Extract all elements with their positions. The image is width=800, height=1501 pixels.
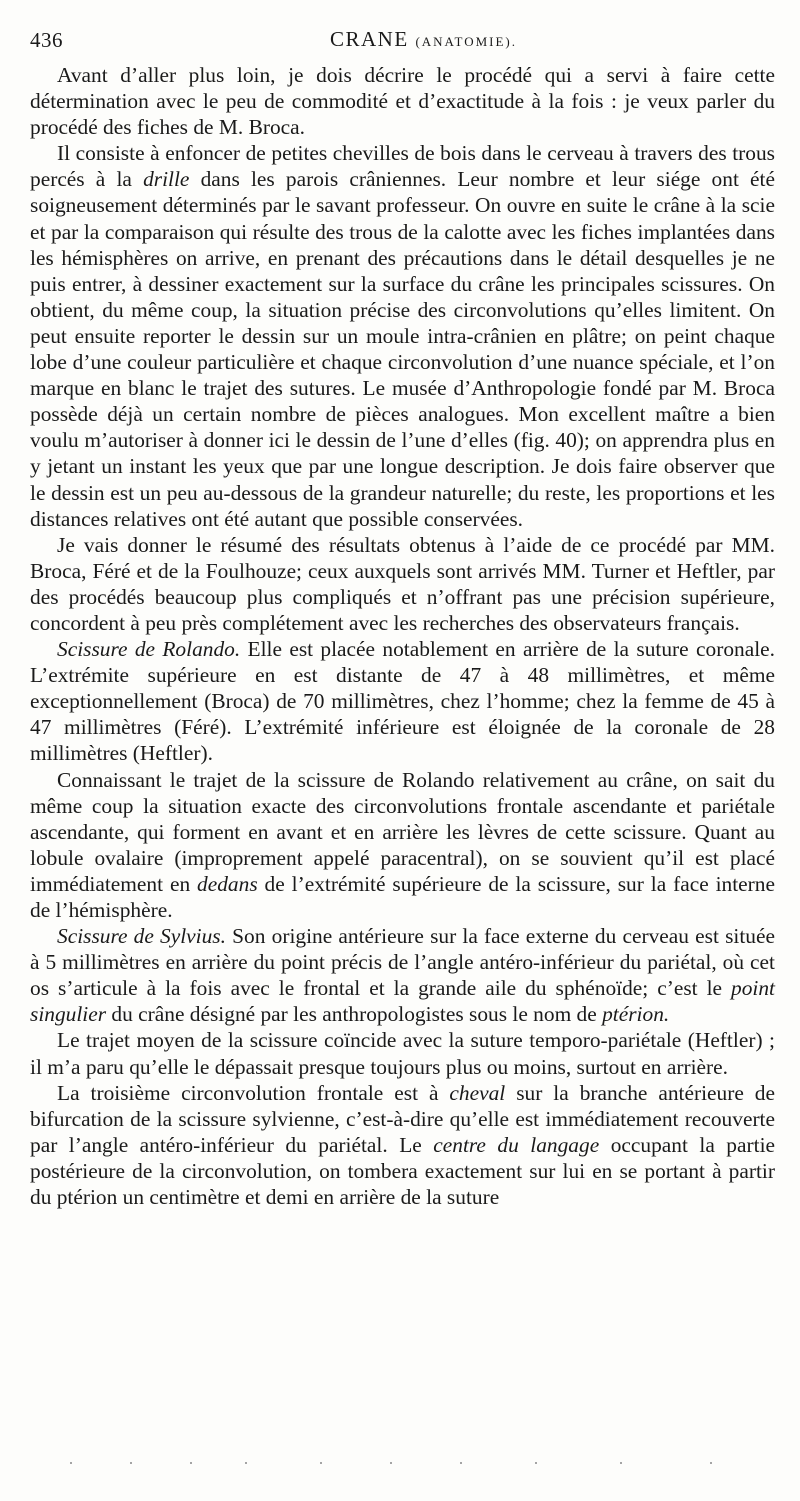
text-run: Connaissant le trajet de la scissure de Rolando relativement au crâne, on sait du même coup la situation exacte des circonvolutions frontale ascendante et pariétale ascendante, qui forment en avant et en arrière les lèvres de cette scissure. Quant au lobule ovalaire (improprement appelé paracentral), on se souvient qu’il est placé immédiatement en — [30, 767, 775, 896]
italic-run: cheval — [449, 1080, 506, 1105]
text-run: dans les parois crâniennes. Leur nombre et leur siége ont été soigneusement déterminés par le savant professeur. On ouvre en suite le crâne à la scie et par la comparaison qui résulte des trous de la calotte avec les fiches implantées dans les hémisphères on arrive, en prenant des précautions dans le détail desquelles je ne puis entrer, à dessiner exactement sur la surface du crâne les principales scissures. On obtient, du même coup, la situation précise des circonvolutions qu’elles limitent. On peut ensuite reporter le dessin sur un moule intra-crânien en plâtre; on peint chaque lobe d’une couleur particulière et chaque circonvolution d’une nuance spéciale, et l’on marque en blanc le trajet des sutures. Le musée d’Anthropologie fondé par M. Broca possède déjà un certain nombre de pièces analogues. Mon excellent maître a bien voulu m’autoriser à donner ici le dessin de l’une d’elles (fig. 40); on apprendra plus en y jetant un instant les yeux que par une longue description. Je dois faire observer que le dessin est un peu au-dessous de la grandeur naturelle; du reste, les proportions et les distances relatives ont été autant que possible conservées. — [30, 167, 775, 531]
italic-run: Scissure de Rolando. — [57, 637, 241, 662]
paragraph — [30, 923, 775, 1027]
italic-run: drille — [143, 167, 190, 192]
running-title — [330, 27, 517, 52]
paragraph — [30, 1027, 775, 1079]
text-run: sur la branche antérieure de bifurcation de la scissure sylvienne, c’est-à-dire qu’elle est immédiatement recouverte par l’angle antéro-inférieur du pariétal. Le — [30, 1080, 775, 1157]
italic-run: centre du langage — [433, 1132, 600, 1157]
paragraph — [30, 636, 775, 766]
text-run: Avant d’aller plus loin, je dois décrire le procédé qui a servi à faire cette détermination avec le peu de commodité et d’exactitude à la fois : je veux parler du procédé des fiches de M. Broca. — [30, 63, 775, 140]
text-run: Il consiste à enfoncer de petites chevilles de bois dans le cerveau à travers des trous percés à la — [30, 141, 775, 192]
text-run: du crâne désigné par les anthropologistes sous le nom de — [106, 1002, 603, 1027]
text-run: de l’extrémité supérieure de la scissure, sur la face interne de l’hémisphère. — [30, 871, 775, 922]
paragraph — [30, 767, 775, 924]
text-run: La troisième circonvolution frontale est à — [57, 1080, 450, 1105]
paragraph — [30, 1080, 775, 1210]
running-title-sub: (ANATOMIE). — [415, 34, 517, 49]
italic-run: dedans — [197, 871, 258, 896]
italic-run: point singulier — [30, 976, 775, 1027]
scan-noise-marks — [30, 1462, 775, 1472]
text-run: Son origine antérieure sur la face externe du cerveau est située à 5 millimètres en arrière du point précis de l’angle antéro-inférieur du pariétal, où cet os s’articule à la fois avec le frontal et la grande aile du sphénoïde; c’est le — [30, 924, 775, 1001]
body-text — [30, 62, 775, 1210]
paragraph — [30, 62, 775, 140]
italic-run: Scissure de Sylvius. — [57, 924, 226, 949]
text-run: Je vais donner le résumé des résultats obtenus à l’aide de ce procédé par MM. Broca, Féré et de la Foulhouze; ceux auxquels sont arrivés MM. Turner et Heftler, par des procédés beaucoup plus compliqués et n’offrant pas une précision supérieure, concordent à peu près complétement avec les recherches des observateurs français. — [30, 532, 775, 635]
paragraph — [30, 140, 775, 531]
paragraph — [30, 532, 775, 636]
text-run: Elle est placée notablement en arrière de la suture coronale. L’extrémite supérieure en est distante de 47 à 48 millimètres, et même exceptionnellement (Broca) de 70 millimètres, chez l’homme; chez la femme de 45 à 47 millimètres (Féré). L’extrémité inférieure est éloignée de la coronale de 28 millimètres (Heftler). — [30, 637, 775, 766]
text-run: occupant la partie postérieure de la circonvolution, on tombera exactement sur lui en se portant à partir du ptérion un centimètre et demi en arrière de la suture — [30, 1132, 776, 1210]
running-title-main: CRANE — [330, 27, 409, 51]
italic-run: ptérion. — [602, 1002, 670, 1027]
page-number: 436 — [30, 28, 63, 52]
running-header — [30, 22, 775, 56]
text-run: Le trajet moyen de la scissure coïncide avec la suture temporo-pariétale (Heftler) ; il m’a paru qu’elle le dépassait presque toujours plus ou moins, surtout en arrière. — [30, 1028, 775, 1079]
